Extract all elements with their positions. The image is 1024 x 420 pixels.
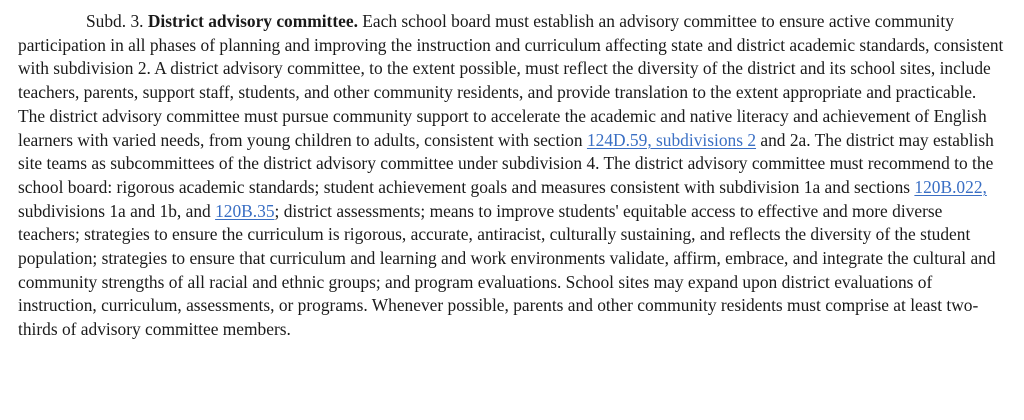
paragraph-text-1: Each school board must establish an advisory committee to ensure active community participation in all phases of planning and improving the instruction and curriculum affecting state and district academic standards, consistent with subdivision 2. A district advisory committee, to the extent possible, must reflect the diversity of the district and its school sites, include teachers, parents, support staff, students, and other community residents, and provide translation to the extent appropriate and practicable. The district advisory committee must pursue community support to accelerate the academic and native literacy and achievement of English learners with varied needs, from young children to adults, consistent with section <box>18 11 1004 150</box>
link-120b35[interactable]: 120B.35 <box>215 200 275 221</box>
link-120b022[interactable]: 120B.022, <box>914 176 987 197</box>
subdivision-paragraph <box>18 10 1006 342</box>
paragraph-text-3: subdivisions 1a and 1b, and <box>18 200 211 221</box>
paragraph-text-2: and 2a. The district may establish site teams as subcommittees of the district advisory committee under subdivision 4. The district advisory committee must recommend to the school board: rigorous academic standards; student achievement goals and measures consistent with subdivision 1a and sections <box>18 129 994 197</box>
paragraph-text-4: ; district assessments; means to improve students' equitable access to effective and more diverse teachers; strategies to ensure the curriculum is rigorous, accurate, antiracist, culturally sustaining, and reflects the diversity of the student population; strategies to ensure that curriculum and learning and work environments validate, affirm, embrace, and integrate the cultural and community strengths of all racial and ethnic groups; and program evaluations. School sites may expand upon district evaluations of instruction, curriculum, assessments, or programs. Whenever possible, parents and other community residents must comprise at least two-thirds of advisory committee members. <box>18 200 996 340</box>
subdivision-label: Subd. 3. <box>86 11 144 31</box>
link-124d59[interactable]: 124D.59, subdivisions 2 <box>586 129 757 150</box>
subdivision-heading: District advisory committee. <box>147 11 358 31</box>
